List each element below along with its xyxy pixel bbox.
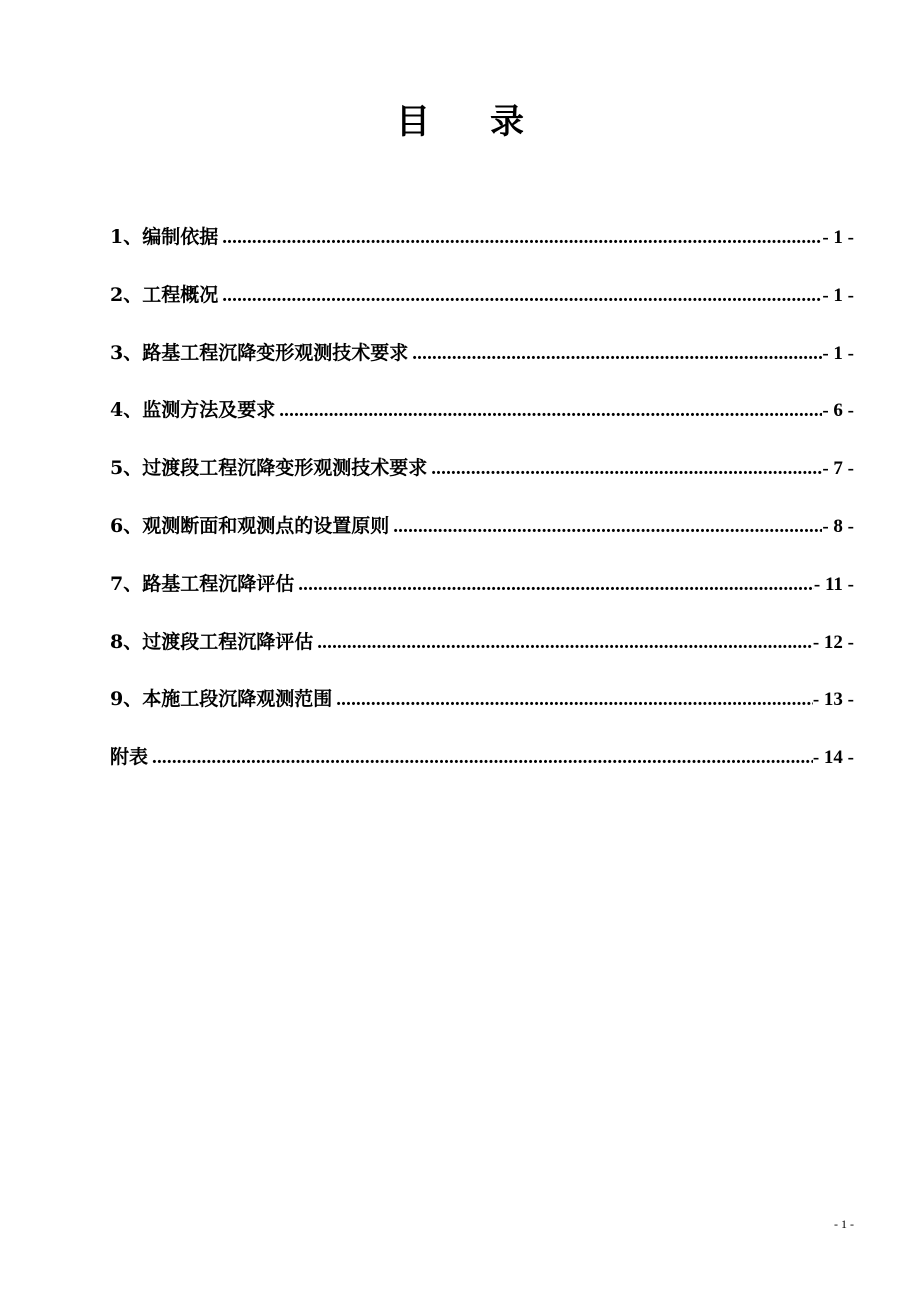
- toc-entry-page: - 7 -: [822, 458, 854, 480]
- toc-dot-leader: [317, 628, 813, 658]
- toc-entry-9[interactable]: [110, 684, 854, 742]
- toc-entry-label: 8、过渡段工程沉降评估: [110, 630, 314, 653]
- toc-entry-label: 2、工程概况: [110, 283, 219, 306]
- toc-dot-leader: [412, 339, 822, 369]
- toc-entry-page: - 6 -: [822, 400, 854, 422]
- toc-entry-10[interactable]: [110, 742, 854, 800]
- page-title: [0, 100, 920, 144]
- toc-dot-leader: [222, 223, 822, 253]
- toc-entry-page: - 12 -: [812, 631, 854, 653]
- page-title-char-2: 录: [490, 102, 524, 142]
- toc-entry-page: - 13 -: [812, 689, 854, 711]
- toc-entry-8[interactable]: [110, 627, 854, 685]
- toc-dot-leader: [393, 512, 822, 542]
- toc-entry-6[interactable]: [110, 511, 854, 569]
- toc-entry-label: 3、路基工程沉降变形观测技术要求: [110, 341, 409, 364]
- toc-entry-label: 1、编制依据: [110, 226, 219, 248]
- toc-entry-2[interactable]: [110, 280, 854, 338]
- toc-entry-page: - 1 -: [822, 342, 854, 364]
- toc-dot-leader: [336, 685, 813, 715]
- toc-entry-label: 6、观测断面和观测点的设置原则: [110, 514, 390, 537]
- toc-entry-3[interactable]: [110, 338, 854, 396]
- toc-entry-label: 附表: [110, 746, 149, 769]
- toc-entry-label: 9、本施工段沉降观测范围: [110, 688, 333, 711]
- toc-entry-1[interactable]: [110, 222, 854, 280]
- toc-entry-4[interactable]: [110, 395, 854, 453]
- toc-entry-label: 4、监测方法及要求: [110, 399, 276, 422]
- toc-dot-leader: [431, 454, 822, 484]
- toc-entry-page: - 1 -: [822, 227, 854, 248]
- toc-entry-page: - 14 -: [812, 747, 854, 769]
- toc-entry-7[interactable]: [110, 569, 854, 627]
- toc-entry-5[interactable]: [110, 453, 854, 511]
- toc-dot-leader: [152, 743, 813, 773]
- page-number-footer: - 1 -: [834, 1217, 854, 1231]
- toc-dot-leader: [298, 570, 814, 600]
- table-of-contents: [110, 222, 854, 800]
- toc-entry-label: 5、过渡段工程沉降变形观测技术要求: [110, 457, 428, 480]
- toc-dot-leader: [222, 281, 822, 311]
- toc-dot-leader: [279, 396, 822, 426]
- toc-entry-label: 7、路基工程沉降评估: [110, 572, 295, 595]
- toc-entry-page: - 11 -: [813, 573, 854, 595]
- page-title-char-1: 目: [396, 102, 430, 142]
- toc-entry-page: - 1 -: [822, 284, 854, 306]
- toc-entry-page: - 8 -: [822, 515, 854, 537]
